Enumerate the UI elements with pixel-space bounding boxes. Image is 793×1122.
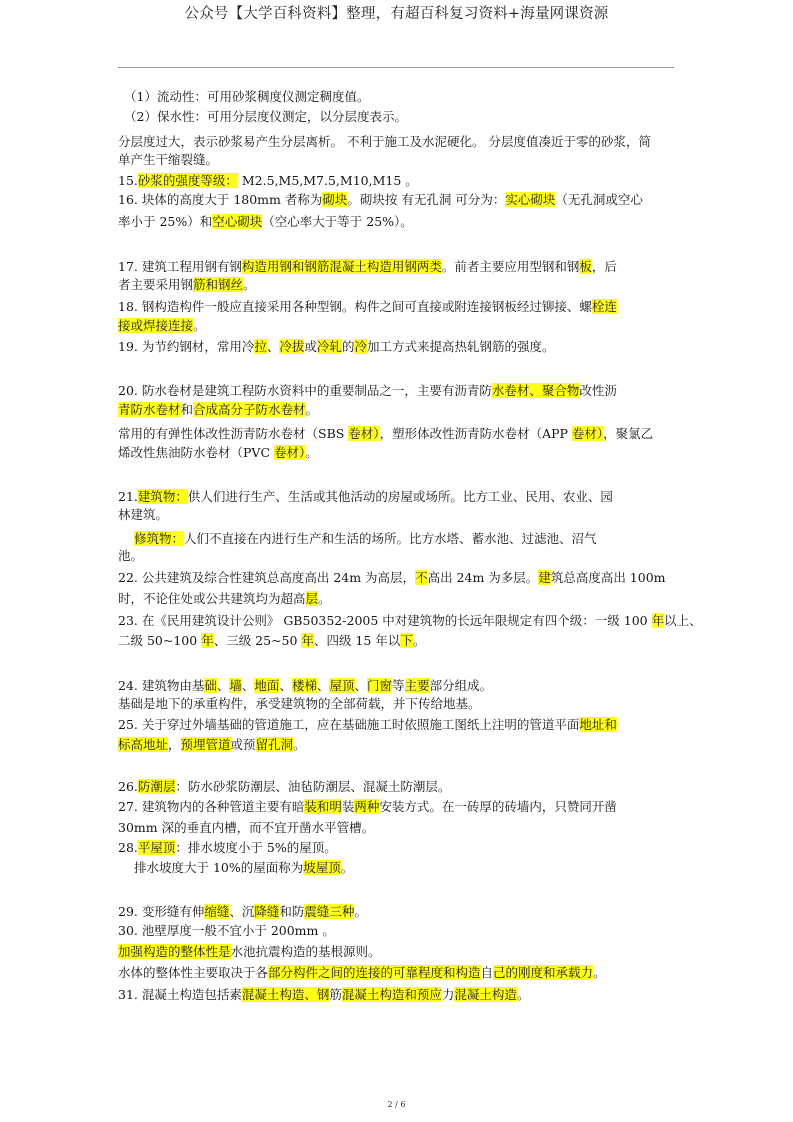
highlighted-text: 己的刚度和承载力 xyxy=(493,965,594,980)
text-segment: 筑总高度高出 100m xyxy=(550,570,666,585)
text-segment: 31. 混凝土构造包括素 xyxy=(118,987,242,1002)
text-segment: ：排水坡度小于 5%的屋顶。 xyxy=(175,840,337,855)
text-line xyxy=(118,276,256,293)
highlighted-text: 屋顶 xyxy=(329,678,355,693)
text-line xyxy=(118,903,367,920)
text-segment: 。 xyxy=(593,965,606,980)
text-segment: 分层度过大，表示砂浆易产生分层离析。 不利于施工及水泥硬化。 分层度值凑近于零的砂浆，简 xyxy=(118,134,651,149)
text-line xyxy=(118,317,206,334)
text-segment: 安装方式。在一砖厚的砖墙内，只赞同开凿 xyxy=(379,799,617,814)
highlighted-text: 卷材） xyxy=(273,445,306,460)
text-segment: 16. 块体的高度大于 180mm 者称为 xyxy=(118,192,323,207)
text-line xyxy=(134,530,597,547)
text-segment: 者主要采用钢 xyxy=(118,277,194,292)
highlighted-text: 混凝土构造和预应 xyxy=(341,987,442,1002)
text-segment: 。 xyxy=(340,860,354,875)
text-segment: 30. 池壁厚度一般不宜小于 200mm 。 xyxy=(118,923,335,938)
text-segment: 高出 24m 为多层。 xyxy=(427,570,539,585)
highlighted-text: 拉 xyxy=(254,339,267,354)
text-segment: （1）流动性：可用砂浆稠度仪测定稠度值。 xyxy=(124,89,370,104)
highlighted-text: 础 xyxy=(204,678,217,693)
highlighted-text: 接或焊接连接 xyxy=(118,318,194,333)
text-segment: 。砌块按 有无孔洞 可分为： xyxy=(347,192,506,207)
highlighted-text: 合成高分子防水卷材 xyxy=(193,402,306,417)
highlighted-text: 冷轧 xyxy=(316,339,342,354)
text-line xyxy=(118,172,418,189)
highlighted-text: 建筑物： xyxy=(137,489,188,504)
text-line xyxy=(118,258,617,275)
text-segment: 改性沥 xyxy=(579,383,617,398)
text-segment: 、三级 25~50 xyxy=(213,633,302,648)
text-segment: 人们不直接在内进行生产和生活的场所。比方水塔、蓄水池、过滤池、沼气 xyxy=(184,531,597,546)
text-segment: 、沉 xyxy=(229,904,255,919)
highlighted-text: 卷材） xyxy=(348,426,380,441)
text-segment: 26. xyxy=(118,779,138,794)
text-segment: M2.5,M5,M7.5,M10,M15 。 xyxy=(237,173,418,188)
text-segment: （空心率大于等于 25%）。 xyxy=(262,214,413,229)
text-segment: 供人们进行生产、生活或其他活动的房屋或场所。比方工业、民用、农业、园 xyxy=(187,489,613,504)
text-segment: 。 xyxy=(516,987,530,1002)
text-line xyxy=(118,191,643,208)
highlighted-text: 水卷材、聚合物 xyxy=(491,383,580,398)
highlighted-text: 冷拔 xyxy=(279,339,305,354)
highlighted-text: 平屋顶 xyxy=(137,840,176,855)
highlighted-text: 层 xyxy=(305,591,319,606)
text-segment: 池。 xyxy=(118,548,144,563)
highlighted-text: 混凝土构造 xyxy=(454,987,517,1002)
header-divider xyxy=(118,67,674,68)
highlighted-text: 加强构造的整体性是 xyxy=(118,944,231,959)
text-line xyxy=(134,859,353,876)
text-segment: 单产生干缩裂缝。 xyxy=(118,152,219,167)
text-segment: 19. 为节约钢材，常用冷 xyxy=(118,339,255,354)
text-segment: ，塑形体改性沥青防水卷材（APP xyxy=(379,426,572,441)
text-segment: 、 xyxy=(279,678,292,693)
highlighted-text: 防潮层 xyxy=(137,779,176,794)
text-segment: 以上、 xyxy=(664,613,702,628)
highlighted-text: 墙 xyxy=(229,678,242,693)
text-segment: 林建筑。 xyxy=(118,507,169,522)
highlighted-text: 建 xyxy=(538,570,551,585)
text-segment: 、 xyxy=(354,678,368,693)
text-segment: 20. 防水卷材是建筑工程防水资料中的重要制品之一，主要有沥青防 xyxy=(118,383,492,398)
highlighted-text: 混凝土构造、钢 xyxy=(241,987,330,1002)
text-line xyxy=(118,425,653,442)
text-segment: 水池抗震构造的基根源则。 xyxy=(230,944,381,959)
text-segment: ，聚氯乙 xyxy=(603,426,654,441)
text-line xyxy=(118,401,318,418)
text-segment: 和 xyxy=(180,402,194,417)
highlighted-text: 卷材） xyxy=(571,426,604,441)
text-segment: ：防水砂浆防潮层、油毡防潮层、混凝土防潮层。 xyxy=(175,779,451,794)
text-line xyxy=(118,778,450,795)
highlighted-text: 年 xyxy=(651,613,665,628)
text-segment: （2）保水性：可用分层度仪测定，以分层度表示。 xyxy=(124,109,407,124)
highlighted-text: 青防水卷材 xyxy=(118,402,181,417)
text-segment: 、 xyxy=(316,678,330,693)
text-line xyxy=(118,736,306,753)
text-segment: 或预 xyxy=(230,737,256,752)
text-line xyxy=(124,88,369,105)
text-segment: 水体的整体性主要取决于各 xyxy=(118,965,269,980)
highlighted-text: 部分构件之间的连接的可靠程度和构造 xyxy=(268,965,481,980)
text-line xyxy=(118,547,143,564)
text-segment: 。 xyxy=(305,445,318,460)
text-segment: 、 xyxy=(266,339,280,354)
text-segment: 23. 在《民用建筑设计公则》 GB50352-2005 中对建筑物的长远年限规定有四个级：一级 100 xyxy=(118,613,652,628)
text-segment: 、 xyxy=(241,678,255,693)
highlighted-text: 震缝三种 xyxy=(304,904,355,919)
page-number: 2 / 6 xyxy=(387,1100,406,1109)
text-segment: 等 xyxy=(392,678,405,693)
highlighted-text: 空心砌块 xyxy=(212,214,263,229)
highlighted-text: 降缝 xyxy=(254,904,280,919)
text-segment: （无孔洞或空心 xyxy=(555,192,643,207)
text-segment: 。 xyxy=(412,633,426,648)
text-segment: 装 xyxy=(341,799,355,814)
text-line xyxy=(118,695,481,712)
highlighted-text: 砂浆的强度等级： xyxy=(137,173,238,188)
text-segment: 21. xyxy=(118,489,138,504)
text-line xyxy=(118,612,702,629)
text-line xyxy=(118,798,617,815)
text-line xyxy=(118,677,492,694)
highlighted-text: 缩缝 xyxy=(204,904,230,919)
highlighted-text: 砌块 xyxy=(322,192,348,207)
text-line xyxy=(118,213,413,230)
highlighted-text: 冷 xyxy=(354,339,367,354)
text-segment: 15. xyxy=(118,173,138,188)
text-segment: 部分组成。 xyxy=(429,678,493,693)
text-line xyxy=(118,716,617,733)
text-segment: 加工方式来提高热轧钢筋的强度。 xyxy=(366,339,555,354)
text-segment: 30mm 深的垂直内槽，而不宜开凿水平管槽。 xyxy=(118,820,375,835)
text-line xyxy=(118,964,606,981)
highlighted-text: 下 xyxy=(400,633,413,648)
text-line xyxy=(118,338,554,355)
text-segment: 二级 50~100 xyxy=(118,633,202,648)
text-line xyxy=(118,382,617,399)
text-segment: 27. 建筑物内的各种管道主要有暗 xyxy=(118,799,305,814)
text-segment: 率小于 25%）和 xyxy=(118,214,213,229)
text-line xyxy=(118,506,168,523)
text-segment: 、 xyxy=(216,678,230,693)
highlighted-text: 预埋管道 xyxy=(180,737,231,752)
highlighted-text: 坡屋顶 xyxy=(303,860,341,875)
highlighted-text: 楼梯 xyxy=(291,678,317,693)
text-line xyxy=(118,298,617,315)
highlighted-text: 栓连 xyxy=(591,299,617,314)
highlighted-text: 主要 xyxy=(404,678,430,693)
highlighted-text: 装和明 xyxy=(304,799,342,814)
text-line xyxy=(118,839,337,856)
text-line xyxy=(118,133,651,150)
text-segment: 、四级 15 年以 xyxy=(313,633,401,648)
highlighted-text: 留孔洞 xyxy=(255,737,294,752)
text-line xyxy=(118,151,218,168)
text-line xyxy=(118,590,331,607)
highlighted-text: 实心砌块 xyxy=(505,192,556,207)
text-segment: ，后 xyxy=(591,259,617,274)
text-segment: 力 xyxy=(441,987,455,1002)
highlighted-text: 修筑物： xyxy=(134,531,185,546)
highlighted-text: 门窗 xyxy=(367,678,393,693)
highlighted-text: 地址和 xyxy=(579,717,617,732)
text-segment: 28. xyxy=(118,840,138,855)
highlighted-text: 标高地址 xyxy=(118,737,169,752)
text-segment: 烯改性焦油防水卷材（PVC xyxy=(118,445,274,460)
highlighted-text: 地面 xyxy=(254,678,280,693)
text-segment: 25. 关于穿过外墙基础的管道施工，应在基础施工时依照施工图纸上注明的管道平面 xyxy=(118,717,580,732)
highlighted-text: 筋和钢丝 xyxy=(193,277,244,292)
text-segment: 24. 建筑物由基 xyxy=(118,678,205,693)
text-segment: 。 xyxy=(354,904,367,919)
text-line xyxy=(118,632,425,649)
text-segment: 。 xyxy=(193,318,206,333)
text-segment: 18. 钢构造构件一般应直接采用各种型钢。构件之间可直接或附连接钢板经过铆接、螺 xyxy=(118,299,592,314)
text-segment: 。 xyxy=(318,591,331,606)
text-segment: 。前者主要应用型钢和钢 xyxy=(441,259,580,274)
text-segment: 17. 建筑工程用钢有钢 xyxy=(118,259,242,274)
text-segment: 排水坡度大于 10%的屋面称为 xyxy=(134,860,304,875)
text-line xyxy=(118,943,381,960)
text-segment: 。 xyxy=(243,277,256,292)
highlighted-text: 板 xyxy=(579,259,592,274)
highlighted-text: 年 xyxy=(301,633,314,648)
text-line xyxy=(118,922,335,939)
highlighted-text: 不 xyxy=(415,570,428,585)
text-segment: 常用的有弹性体改性沥青防水卷材（SBS xyxy=(118,426,349,441)
highlighted-text: 构造用钢和钢筋混凝土构造用钢两类 xyxy=(241,259,442,274)
text-segment: 的 xyxy=(341,339,355,354)
text-segment: ， xyxy=(168,737,181,752)
text-segment: 基础是地下的承重构件，承受建筑物的全部荷载，并下传给地基。 xyxy=(118,696,481,711)
text-line xyxy=(118,819,374,836)
text-segment: 22. 公共建筑及综合性建筑总高度高出 24m 为高层， xyxy=(118,570,416,585)
text-segment: 自 xyxy=(480,965,494,980)
text-line xyxy=(124,108,407,125)
text-segment: 筋 xyxy=(329,987,342,1002)
text-line xyxy=(118,986,529,1003)
text-line xyxy=(118,569,666,586)
text-segment: 和防 xyxy=(279,904,305,919)
page-header: 公众号【大学百科资料】整理，有超百科复习资料+海量网课资源 xyxy=(184,6,609,22)
text-segment: 时，不论住处或公共建筑均为超高 xyxy=(118,591,306,606)
text-line xyxy=(118,444,318,461)
text-segment: 29. 变形缝有伸 xyxy=(118,904,205,919)
highlighted-text: 两种 xyxy=(354,799,380,814)
text-segment: 。 xyxy=(293,737,306,752)
text-line xyxy=(118,488,613,505)
highlighted-text: 年 xyxy=(201,633,214,648)
text-segment: 。 xyxy=(305,402,319,417)
text-segment: 或 xyxy=(304,339,317,354)
